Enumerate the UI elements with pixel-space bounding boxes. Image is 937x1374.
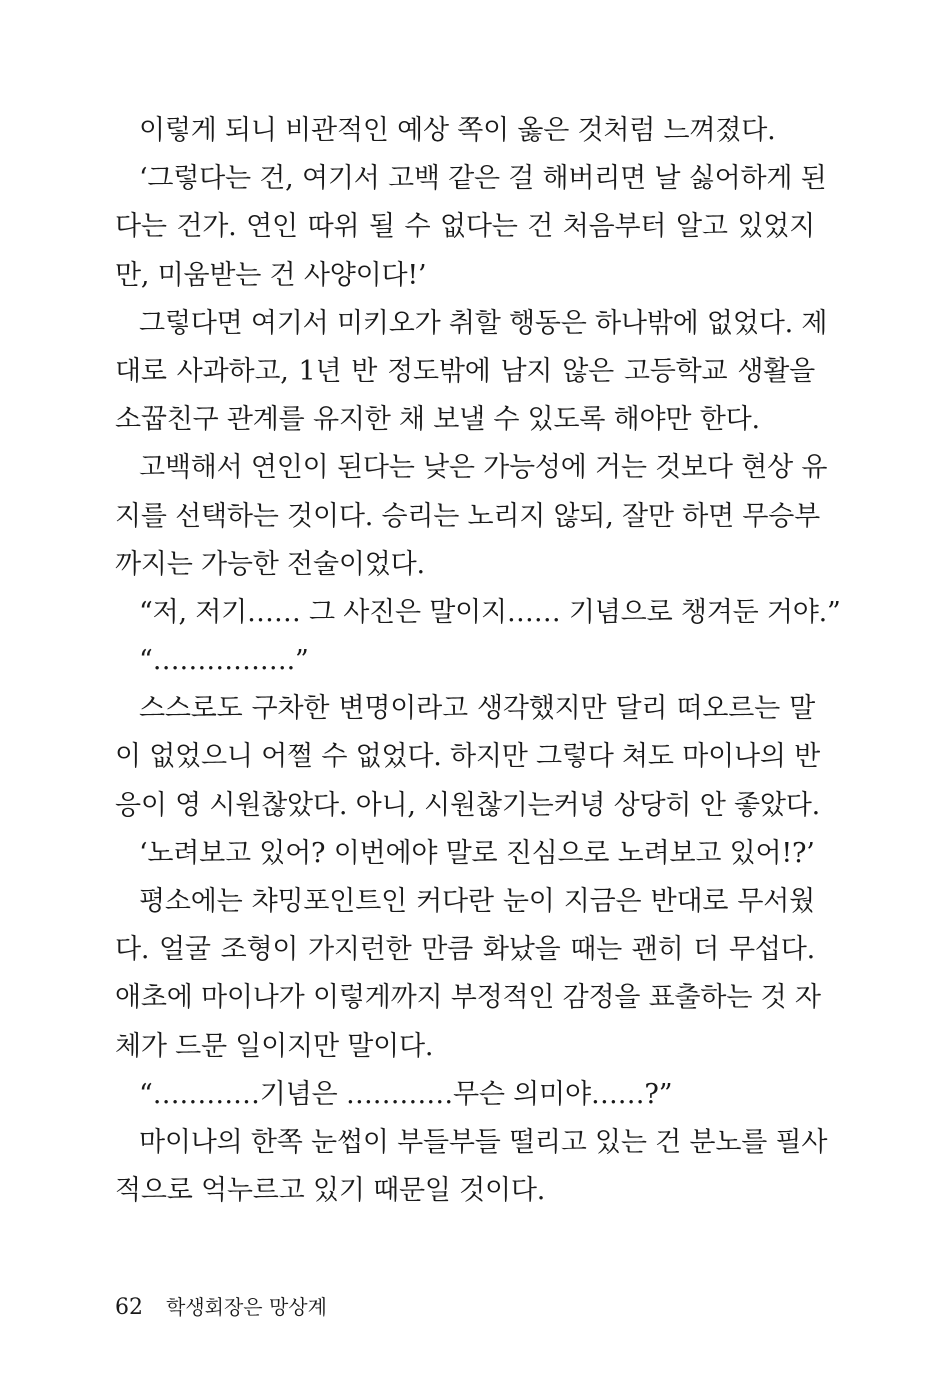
- text-line: ‘그렇다는 건, 여기서 고백 같은 걸 해버리면 날 싫어하게 된: [139, 163, 827, 195]
- text-line: “…………기념은 …………무슨 의미야……?”: [139, 1078, 673, 1110]
- text-line: 그렇다면 여기서 미키오가 취할 행동은 하나밖에 없었다. 제: [139, 307, 828, 339]
- text-line: 만, 미움받는 건 사양이다!’: [115, 259, 427, 291]
- text-line: “저, 저기…… 그 사진은 말이지…… 기념으로 챙겨둔 거야.”: [139, 596, 841, 628]
- book-title: 학생회장은 망상계: [166, 1295, 327, 1319]
- text-line: 다는 건가. 연인 따위 될 수 없다는 건 처음부터 알고 있었지: [115, 211, 815, 243]
- text-line: 까지는 가능한 전술이었다.: [115, 548, 425, 580]
- text-line: 스스로도 구차한 변명이라고 생각했지만 달리 떠오르는 말: [139, 693, 815, 725]
- text-line: 마이나의 한쪽 눈썹이 부들부들 떨리고 있는 건 분노를 필사: [139, 1126, 828, 1158]
- text-line: 이 없었으니 어쩔 수 없었다. 하지만 그렇다 쳐도 마이나의 반: [115, 741, 820, 773]
- text-line: 고백해서 연인이 된다는 낮은 가능성에 거는 것보다 현상 유: [139, 452, 828, 484]
- text-line: “…………….”: [139, 645, 309, 677]
- text-line: 대로 사과하고, 1년 반 정도밖에 남지 않은 고등학교 생활을: [115, 355, 815, 387]
- text-line: ‘노려보고 있어? 이번에야 말로 진심으로 노려보고 있어!?’: [139, 837, 815, 869]
- text-line: 평소에는 챠밍포인트인 커다란 눈이 지금은 반대로 무서웠: [139, 886, 815, 917]
- text-line: 이렇게 되니 비관적인 예상 쪽이 옳은 것처럼 느껴졌다.: [139, 115, 776, 146]
- page-footer: [115, 1292, 327, 1323]
- text-line: 애초에 마이나가 이렇게까지 부정적인 감정을 표출하는 것 자: [115, 982, 821, 1014]
- text-line: 다. 얼굴 조형이 가지런한 만큼 화났을 때는 괜히 더 무섭다.: [115, 934, 815, 966]
- text-line: 응이 영 시원찮았다. 아니, 시원찮기는커녕 상당히 안 좋았다.: [115, 789, 820, 821]
- text-line: 지를 선택하는 것이다. 승리는 노리지 않되, 잘만 하면 무승부: [115, 500, 820, 532]
- text-line: 소꿉친구 관계를 유지한 채 보낼 수 있도록 해야만 한다.: [115, 404, 760, 436]
- page-number: 62: [115, 1295, 143, 1320]
- text-line: 체가 드문 일이지만 말이다.: [115, 1030, 434, 1062]
- body-text: [115, 107, 841, 1215]
- text-line: 적으로 억누르고 있기 때문일 것이다.: [115, 1175, 546, 1207]
